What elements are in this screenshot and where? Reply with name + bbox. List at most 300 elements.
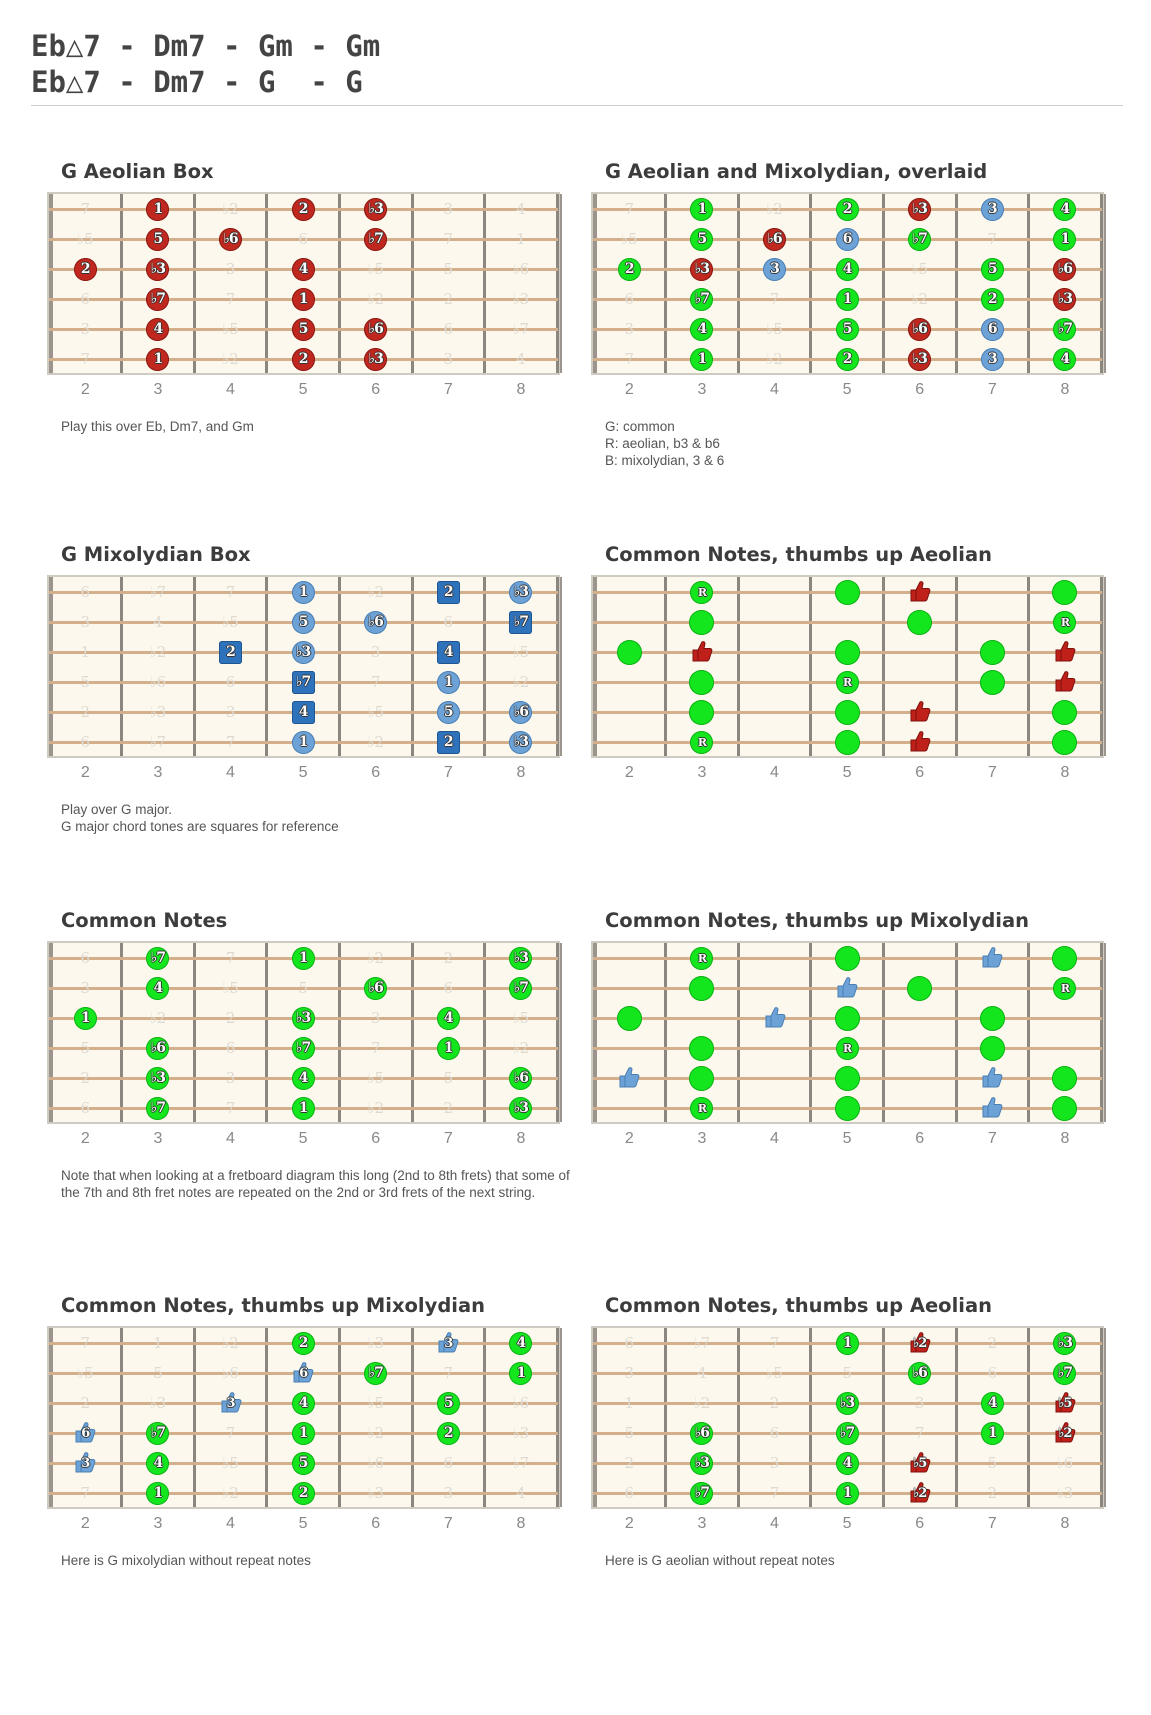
note-dot[interactable]: ♭7 <box>1053 318 1076 341</box>
diagram-title: G Mixolydian Box <box>61 543 251 566</box>
fret-number: 3 <box>697 764 707 781</box>
thumbs-up-icon[interactable] <box>763 1005 787 1029</box>
note-label: 3 <box>81 1456 90 1471</box>
caption-line: R: aeolian, b3 & b6 <box>605 436 720 451</box>
interval-hint: ♭7 <box>149 583 167 601</box>
note-dot[interactable]: 1 <box>146 1482 169 1505</box>
note-dot[interactable] <box>907 610 932 635</box>
fret-number: 4 <box>770 1130 779 1147</box>
note-dot[interactable] <box>835 580 860 605</box>
note-dot[interactable]: 1 <box>836 1332 859 1355</box>
interval-hint: 7 <box>225 949 236 967</box>
fret-line <box>737 577 740 756</box>
thumbs-up-icon[interactable] <box>980 945 1004 969</box>
thumbs-up-icon[interactable] <box>908 579 932 603</box>
note-dot[interactable]: ♭3 <box>292 1007 315 1030</box>
interval-hint: ♭2 <box>911 290 928 308</box>
thumbs-up-icon[interactable] <box>73 1420 97 1444</box>
interval-hint: 1 <box>80 643 91 661</box>
diagram-caption <box>61 801 581 835</box>
note-dot[interactable]: 4 <box>146 977 169 1000</box>
fret-numbers <box>591 1515 1104 1535</box>
thumbs-up-icon[interactable] <box>1053 669 1077 693</box>
interval-hint: 3 <box>370 643 381 661</box>
note-dot[interactable]: 1 <box>74 1007 97 1030</box>
note-dot[interactable]: ♭6 <box>1053 258 1076 281</box>
note-dot[interactable]: 5 <box>292 611 315 634</box>
note-dot[interactable]: R <box>690 581 713 604</box>
note-dot[interactable]: R <box>836 1037 859 1060</box>
note-dot[interactable]: ♭6 <box>509 1067 532 1090</box>
note-dot[interactable]: ♭7 <box>292 1037 315 1060</box>
thumbs-up-icon[interactable] <box>219 1390 243 1414</box>
note-dot[interactable]: 5 <box>437 701 460 724</box>
note-dot[interactable] <box>835 1096 860 1121</box>
note-dot[interactable]: 2 <box>74 258 97 281</box>
fret-line <box>265 194 268 373</box>
fret-number: 7 <box>443 764 453 781</box>
nut-line <box>49 577 53 756</box>
note-dot[interactable]: R <box>690 947 713 970</box>
interval-hint: ♭2 <box>367 1424 384 1442</box>
note-dot[interactable]: 4 <box>146 1452 169 1475</box>
note-dot[interactable] <box>617 1006 642 1031</box>
note-dot[interactable]: ♭7 <box>690 288 713 311</box>
note-dot[interactable]: ♭7 <box>908 228 931 251</box>
interval-hint: 4 <box>516 200 526 218</box>
note-dot[interactable]: 1 <box>836 288 859 311</box>
note-dot[interactable] <box>980 1006 1005 1031</box>
note-square[interactable]: 4 <box>292 701 315 724</box>
note-dot[interactable]: ♭3 <box>690 1452 713 1475</box>
fret-number: 8 <box>1060 1515 1070 1532</box>
note-label: ♭5 <box>913 1456 927 1471</box>
interval-hint: 2 <box>80 1069 91 1087</box>
fret-line <box>737 943 740 1122</box>
fret-line <box>411 943 414 1122</box>
note-dot[interactable]: ♭7 <box>146 1097 169 1120</box>
note-dot[interactable] <box>689 670 714 695</box>
thumbs-up-icon[interactable] <box>1053 1390 1077 1414</box>
fretboard <box>47 192 560 375</box>
note-dot[interactable]: 2 <box>437 1422 460 1445</box>
fret-number: 2 <box>80 1515 90 1532</box>
interval-hint: ♭3 <box>512 290 530 308</box>
nut-line <box>49 943 53 1122</box>
note-dot[interactable]: 5 <box>981 258 1004 281</box>
note-dot[interactable]: 6 <box>836 228 859 251</box>
interval-hint: 3 <box>624 1364 635 1382</box>
note-dot[interactable]: ♭7 <box>690 1482 713 1505</box>
fret-number: 3 <box>697 381 707 398</box>
note-dot[interactable]: R <box>690 731 713 754</box>
fret-line <box>556 1328 559 1507</box>
note-dot[interactable]: 4 <box>1053 348 1076 371</box>
note-square[interactable]: 2 <box>437 581 460 604</box>
fret-line <box>120 577 123 756</box>
note-dot[interactable] <box>1052 730 1077 755</box>
note-dot[interactable] <box>1052 946 1077 971</box>
fret-number: 4 <box>226 381 235 398</box>
note-dot[interactable]: 3 <box>763 258 786 281</box>
interval-hint: 5 <box>80 1039 91 1057</box>
nut-line <box>593 194 597 373</box>
note-dot[interactable]: R <box>1053 611 1076 634</box>
interval-hint: 2 <box>225 1009 236 1027</box>
note-dot[interactable]: ♭3 <box>364 348 387 371</box>
interval-hint: 3 <box>443 350 454 368</box>
fret-number: 4 <box>770 764 779 781</box>
note-dot[interactable]: 2 <box>292 1482 315 1505</box>
note-dot[interactable]: ♭7 <box>836 1422 859 1445</box>
fret-number: 6 <box>371 764 381 781</box>
thumbs-up-icon[interactable] <box>980 1095 1004 1119</box>
fret-number: 8 <box>516 1515 526 1532</box>
note-dot[interactable]: 2 <box>292 1332 315 1355</box>
interval-hint: ♭7 <box>693 1334 711 1352</box>
caption-line: Play over G major. <box>61 802 173 817</box>
note-dot[interactable]: 5 <box>836 318 859 341</box>
note-dot[interactable]: 1 <box>146 348 169 371</box>
fret-numbers <box>591 1130 1104 1150</box>
note-dot[interactable]: 4 <box>836 258 859 281</box>
note-dot[interactable]: 2 <box>836 198 859 221</box>
fret-line <box>411 194 414 373</box>
note-dot[interactable]: 4 <box>437 1007 460 1030</box>
interval-hint: 7 <box>225 290 236 308</box>
interval-hint: ♭2 <box>149 643 167 661</box>
fret-line <box>483 943 486 1122</box>
interval-hint: 7 <box>987 230 998 248</box>
note-label: ♭2 <box>913 1486 927 1501</box>
interval-hint: 2 <box>443 1099 454 1117</box>
fret-line <box>193 943 196 1122</box>
fret-number: 6 <box>915 764 925 781</box>
note-square[interactable]: 2 <box>437 731 460 754</box>
note-dot[interactable]: 1 <box>292 947 315 970</box>
note-square[interactable]: ♭7 <box>292 671 315 694</box>
note-dot[interactable] <box>835 1066 860 1091</box>
fret-line <box>1027 577 1030 756</box>
interval-hint: 2 <box>987 1334 998 1352</box>
thumbs-up-icon[interactable] <box>835 975 859 999</box>
note-dot[interactable] <box>980 670 1005 695</box>
fretboard-end <box>560 1328 562 1507</box>
interval-hint: 2 <box>80 703 91 721</box>
interval-hint: ♭5 <box>76 1364 94 1382</box>
note-dot[interactable]: ♭3 <box>509 1097 532 1120</box>
thumbs-up-icon[interactable] <box>617 1065 641 1089</box>
fret-line <box>193 1328 196 1507</box>
note-dot[interactable]: 1 <box>690 348 713 371</box>
note-dot[interactable]: 1 <box>1053 228 1076 251</box>
note-dot[interactable]: 2 <box>981 288 1004 311</box>
thumbs-up-icon[interactable] <box>1053 1420 1077 1444</box>
note-dot[interactable]: 1 <box>146 198 169 221</box>
fret-line <box>955 1328 958 1507</box>
fret-numbers <box>47 381 560 401</box>
note-square[interactable]: ♭7 <box>509 611 532 634</box>
interval-hint: 1 <box>624 1394 635 1412</box>
note-dot[interactable]: 1 <box>981 1422 1004 1445</box>
note-dot[interactable]: 1 <box>292 288 315 311</box>
fret-line <box>1100 194 1103 373</box>
note-dot[interactable] <box>689 976 714 1001</box>
note-label: 6 <box>299 1366 308 1381</box>
fret-numbers <box>47 764 560 784</box>
note-dot[interactable]: 5 <box>292 1452 315 1475</box>
note-dot[interactable]: 1 <box>690 198 713 221</box>
thumbs-up-icon[interactable] <box>73 1450 97 1474</box>
fret-number: 5 <box>842 1130 852 1147</box>
fret-number: 5 <box>298 764 308 781</box>
fret-numbers <box>47 1515 560 1535</box>
interval-hint: 7 <box>769 290 780 308</box>
note-dot[interactable]: ♭7 <box>364 228 387 251</box>
note-dot[interactable]: 1 <box>509 1362 532 1385</box>
note-dot[interactable]: ♭3 <box>364 198 387 221</box>
note-dot[interactable]: 4 <box>1053 198 1076 221</box>
interval-hint: 6 <box>624 290 635 308</box>
thumbs-up-icon[interactable] <box>690 639 714 663</box>
interval-hint: 7 <box>370 673 381 691</box>
interval-hint: 6 <box>443 613 454 631</box>
note-dot[interactable]: ♭6 <box>690 1422 713 1445</box>
note-square[interactable]: 4 <box>437 641 460 664</box>
fret-number: 5 <box>298 381 308 398</box>
note-dot[interactable] <box>835 700 860 725</box>
note-dot[interactable]: ♭7 <box>146 947 169 970</box>
interval-hint: ♭5 <box>367 1394 384 1412</box>
interval-hint: 6 <box>80 733 91 751</box>
interval-hint: 6 <box>443 979 454 997</box>
progression-line-major: Eb△7 - Dm7 - G - G <box>31 65 363 99</box>
fret-line <box>809 577 812 756</box>
note-square[interactable]: 2 <box>219 641 242 664</box>
fret-line <box>1027 194 1030 373</box>
fret-line <box>120 194 123 373</box>
note-dot[interactable]: ♭7 <box>1053 1362 1076 1385</box>
interval-hint: ♭7 <box>512 1454 530 1472</box>
interval-hint: 3 <box>225 260 236 278</box>
note-dot[interactable]: 1 <box>437 671 460 694</box>
interval-hint: ♭2 <box>149 1009 167 1027</box>
note-dot[interactable]: 1 <box>437 1037 460 1060</box>
diagram-common-thumbs-mixolydian-2 <box>47 1294 577 1654</box>
note-dot[interactable]: 4 <box>292 258 315 281</box>
note-dot[interactable]: ♭3 <box>1053 1332 1076 1355</box>
note-dot[interactable] <box>689 610 714 635</box>
note-dot[interactable]: 4 <box>836 1452 859 1475</box>
fret-number: 2 <box>624 381 634 398</box>
note-dot[interactable] <box>689 1036 714 1061</box>
interval-hint: 4 <box>516 350 526 368</box>
note-dot[interactable] <box>835 640 860 665</box>
interval-hint: ♭3 <box>367 1334 384 1352</box>
interval-hint: ♭5 <box>367 1069 384 1087</box>
fret-line <box>955 194 958 373</box>
note-dot[interactable]: ♭3 <box>908 198 931 221</box>
fretboard-end <box>1104 194 1106 373</box>
diagram-title: G Aeolian and Mixolydian, overlaid <box>605 160 988 183</box>
note-dot[interactable]: ♭6 <box>219 228 242 251</box>
thumbs-up-icon[interactable] <box>908 1450 932 1474</box>
note-dot[interactable] <box>1052 700 1077 725</box>
diagram-title: Common Notes, thumbs up Aeolian <box>605 543 992 566</box>
note-dot[interactable]: 4 <box>690 318 713 341</box>
note-dot[interactable]: 3 <box>981 348 1004 371</box>
interval-hint: 6 <box>624 1334 635 1352</box>
fret-number: 8 <box>516 764 526 781</box>
note-dot[interactable]: 1 <box>292 581 315 604</box>
interval-hint: 5 <box>80 673 91 691</box>
note-dot[interactable] <box>689 700 714 725</box>
note-dot[interactable] <box>907 976 932 1001</box>
note-dot[interactable]: ♭3 <box>292 641 315 664</box>
fret-number: 5 <box>842 381 852 398</box>
fret-number: 3 <box>153 764 163 781</box>
note-dot[interactable] <box>835 946 860 971</box>
note-dot[interactable]: 4 <box>981 1392 1004 1415</box>
fret-number: 2 <box>80 1130 90 1147</box>
interval-hint: 3 <box>80 320 91 338</box>
note-dot[interactable]: 4 <box>292 1067 315 1090</box>
note-dot[interactable]: ♭3 <box>146 1067 169 1090</box>
fret-line <box>955 577 958 756</box>
note-dot[interactable] <box>689 1066 714 1091</box>
note-dot[interactable] <box>980 640 1005 665</box>
note-dot[interactable]: 2 <box>618 258 641 281</box>
note-dot[interactable]: ♭6 <box>146 1037 169 1060</box>
note-dot[interactable]: ♭3 <box>509 581 532 604</box>
note-dot[interactable]: 1 <box>836 1482 859 1505</box>
interval-hint: 7 <box>769 1334 780 1352</box>
note-dot[interactable]: 5 <box>292 318 315 341</box>
note-dot[interactable]: R <box>690 1097 713 1120</box>
diagram-caption <box>605 418 1125 469</box>
note-dot[interactable] <box>617 640 642 665</box>
note-dot[interactable]: ♭3 <box>509 947 532 970</box>
note-dot[interactable]: R <box>1053 977 1076 1000</box>
note-dot[interactable]: 5 <box>146 228 169 251</box>
note-dot[interactable]: ♭3 <box>146 258 169 281</box>
fret-number: 4 <box>770 1515 779 1532</box>
note-dot[interactable]: 1 <box>292 1097 315 1120</box>
diagram-caption <box>61 418 581 435</box>
note-dot[interactable]: ♭6 <box>908 318 931 341</box>
note-dot[interactable] <box>1052 1096 1077 1121</box>
note-dot[interactable]: 1 <box>292 1422 315 1445</box>
interval-hint: 5 <box>443 260 454 278</box>
interval-hint: 7 <box>370 1039 381 1057</box>
note-dot[interactable]: ♭6 <box>364 611 387 634</box>
fret-line <box>193 194 196 373</box>
interval-hint: 6 <box>80 949 91 967</box>
fret-line <box>664 577 667 756</box>
note-dot[interactable]: 3 <box>981 198 1004 221</box>
thumbs-up-icon[interactable] <box>436 1330 460 1354</box>
fretboard <box>47 941 560 1124</box>
thumbs-up-icon[interactable] <box>908 1480 932 1504</box>
note-dot[interactable]: 5 <box>690 228 713 251</box>
fret-line <box>265 943 268 1122</box>
interval-hint: 6 <box>298 230 308 248</box>
note-dot[interactable]: ♭3 <box>690 258 713 281</box>
diagram-caption <box>605 1552 1125 1569</box>
note-dot[interactable]: 4 <box>146 318 169 341</box>
interval-hint: 6 <box>225 1039 236 1057</box>
fret-number: 8 <box>516 1130 526 1147</box>
fret-number: 7 <box>987 381 997 398</box>
thumbs-up-icon[interactable] <box>980 1065 1004 1089</box>
fret-number: 7 <box>987 764 997 781</box>
interval-hint: 2 <box>624 1454 635 1472</box>
thumbs-up-icon[interactable] <box>291 1360 315 1384</box>
diagram-caption <box>61 1552 581 1569</box>
thumbs-up-icon[interactable] <box>908 1330 932 1354</box>
note-dot[interactable]: 5 <box>437 1392 460 1415</box>
note-dot[interactable]: 6 <box>981 318 1004 341</box>
note-dot[interactable]: 2 <box>292 198 315 221</box>
interval-hint: 7 <box>225 1099 236 1117</box>
note-dot[interactable]: ♭7 <box>146 1422 169 1445</box>
note-dot[interactable]: ♭3 <box>1053 288 1076 311</box>
interval-hint: ♭5 <box>766 1364 783 1382</box>
interval-hint: 3 <box>370 1009 381 1027</box>
header-divider <box>31 105 1123 106</box>
note-dot[interactable] <box>835 1006 860 1031</box>
caption-line: G major chord tones are squares for reference <box>61 819 339 834</box>
thumbs-up-icon[interactable] <box>1053 639 1077 663</box>
interval-hint: 7 <box>80 1334 91 1352</box>
note-dot[interactable]: ♭6 <box>364 318 387 341</box>
note-dot[interactable]: ♭7 <box>509 977 532 1000</box>
note-dot[interactable]: ♭3 <box>908 348 931 371</box>
fret-number: 3 <box>153 1515 163 1532</box>
note-dot[interactable]: ♭7 <box>146 288 169 311</box>
note-dot[interactable]: R <box>836 671 859 694</box>
thumbs-up-icon[interactable] <box>908 699 932 723</box>
fret-line <box>1100 577 1103 756</box>
note-dot[interactable]: ♭3 <box>836 1392 859 1415</box>
interval-hint: ♭5 <box>222 1454 239 1472</box>
fret-line <box>882 577 885 756</box>
note-dot[interactable]: 2 <box>292 348 315 371</box>
note-dot[interactable]: 1 <box>292 731 315 754</box>
caption-line: Here is G mixolydian without repeat notes <box>61 1553 311 1568</box>
interval-hint: 5 <box>842 1364 852 1382</box>
caption-line: B: mixolydian, 3 & 6 <box>605 453 725 468</box>
note-dot[interactable]: 4 <box>292 1392 315 1415</box>
note-dot[interactable]: ♭6 <box>509 701 532 724</box>
note-dot[interactable] <box>1052 1066 1077 1091</box>
thumbs-up-icon[interactable] <box>908 729 932 753</box>
note-dot[interactable] <box>1052 580 1077 605</box>
note-dot[interactable]: 2 <box>836 348 859 371</box>
note-dot[interactable] <box>835 730 860 755</box>
interval-hint: 7 <box>914 1424 925 1442</box>
diagram-common-thumbs-aeolian-2 <box>591 1294 1121 1654</box>
note-dot[interactable]: ♭7 <box>364 1362 387 1385</box>
interval-hint: 6 <box>987 1364 998 1382</box>
note-dot[interactable]: ♭3 <box>509 731 532 754</box>
note-dot[interactable] <box>980 1036 1005 1061</box>
note-dot[interactable]: ♭6 <box>364 977 387 1000</box>
note-dot[interactable]: 4 <box>509 1332 532 1355</box>
caption-line: Play this over Eb, Dm7, and Gm <box>61 419 254 434</box>
note-dot[interactable]: ♭6 <box>763 228 786 251</box>
note-dot[interactable]: ♭6 <box>908 1362 931 1385</box>
